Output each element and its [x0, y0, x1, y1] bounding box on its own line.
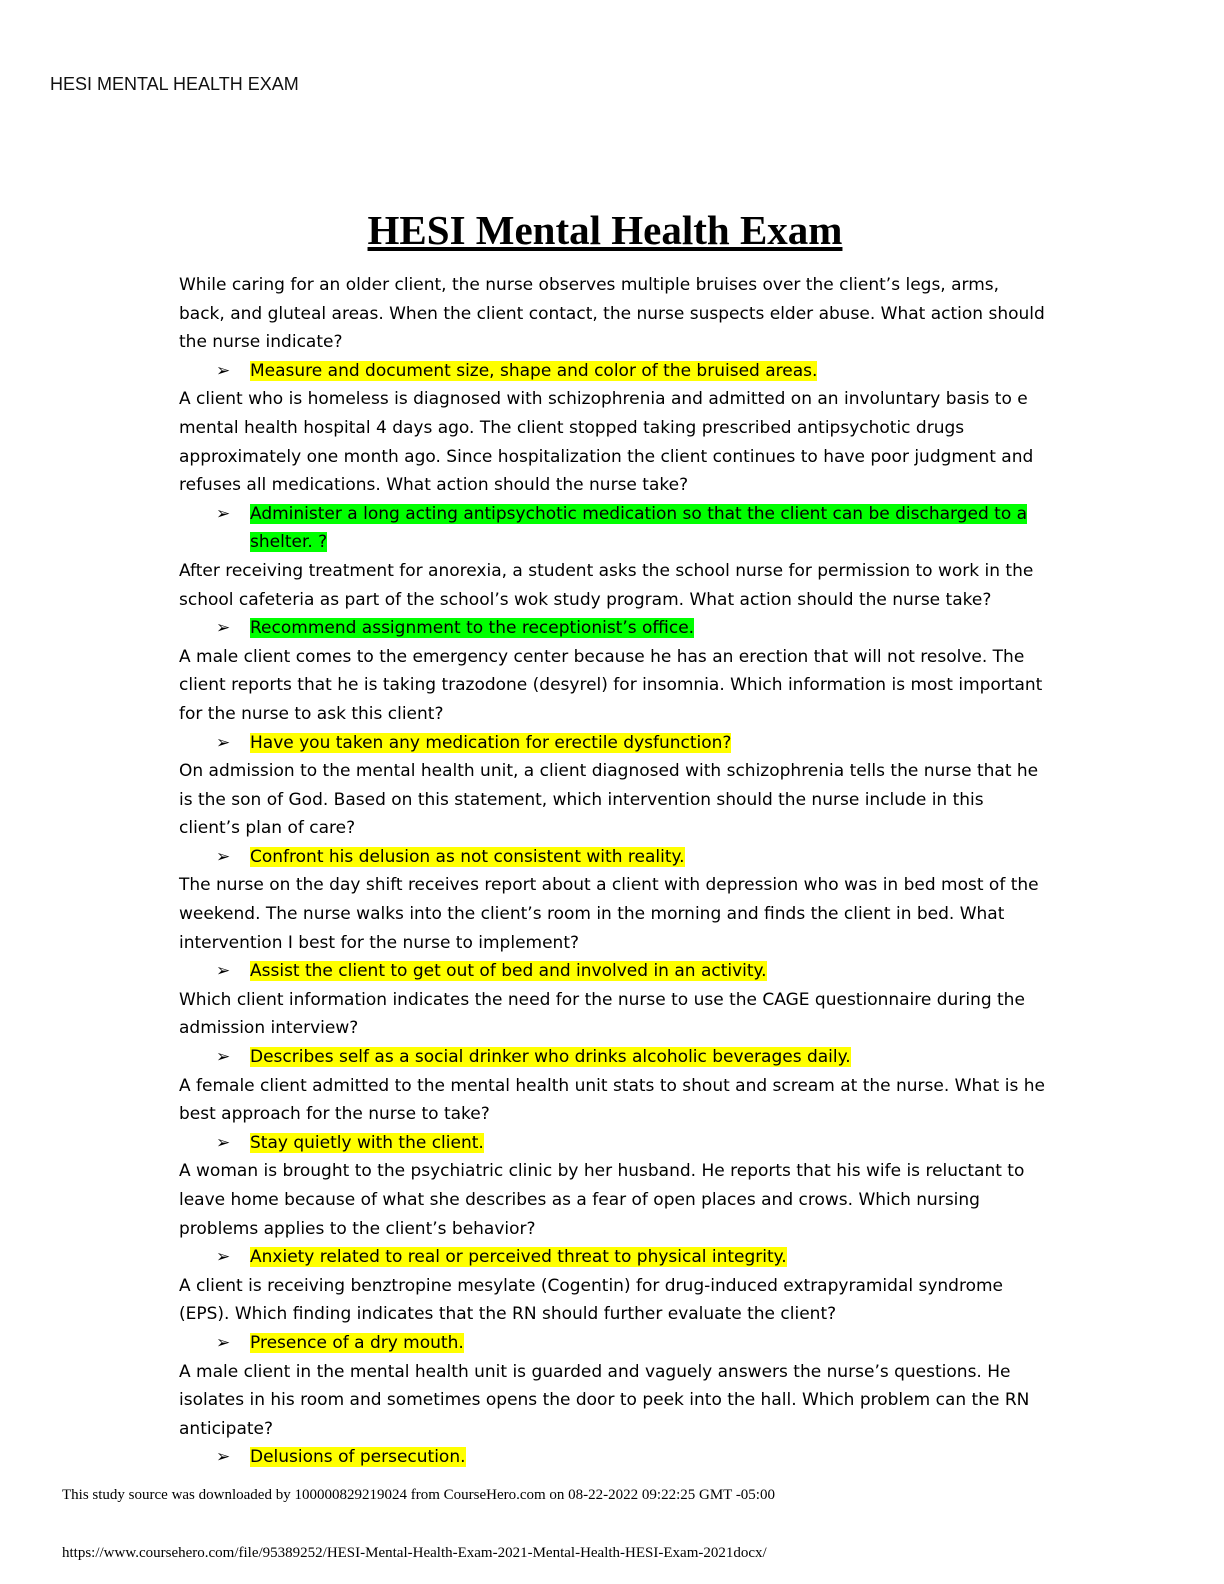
highlighted-answer: Stay quietly with the client.: [250, 1132, 484, 1153]
highlighted-answer: Anxiety related to real or perceived threat to physical integrity.: [250, 1247, 787, 1268]
arrow-bullet-icon: ➢: [216, 961, 231, 982]
question-item: [0, 1157, 1224, 1271]
question-text: A client is receiving benztropine mesylate (Cogentin) for drug-induced extrapyramidal syndrome (EPS). Which finding indicates that the RN should further evaluate the client?: [179, 1275, 1003, 1325]
question-item: [0, 1358, 1224, 1472]
question-text: After receiving treatment for anorexia, a student asks the school nurse for permission to work in the school cafeteria as part of the school’s wok study program. What action should the nurse take?: [179, 560, 1034, 610]
highlighted-answer: Presence of a dry mouth.: [250, 1332, 464, 1353]
question-item: [0, 1072, 1224, 1158]
question-text-block: [0, 271, 1049, 357]
document-title: HESI Mental Health Exam: [367, 207, 843, 253]
arrow-bullet-icon: ➢: [216, 846, 231, 867]
answer-block: [0, 500, 1050, 557]
highlighted-answer: Assist the client to get out of bed and involved in an activity.: [250, 961, 767, 982]
answer-block: [0, 729, 1050, 758]
question-item: [0, 757, 1224, 871]
question-text-block: [0, 1072, 1049, 1129]
question-item: [0, 557, 1224, 643]
question-text: While caring for an older client, the nurse observes multiple bruises over the client’s legs, arms, back, and gluteal areas. When the client contact, the nurse suspects elder abuse. What action should the nurse indicate?: [179, 275, 1045, 353]
running-header: HESI MENTAL HEALTH EXAM: [50, 74, 299, 94]
answer-block: [0, 843, 1050, 872]
answer-block: [0, 357, 1050, 386]
footer-source-note: This study source was downloaded by 100000829219024 from CourseHero.com on 08-22-2022 09:22:25 GMT -05:00: [62, 1487, 775, 1503]
question-text: Which client information indicates the need for the nurse to use the CAGE questionnaire during the admission interview?: [179, 989, 1025, 1039]
answer-block: [0, 1443, 1050, 1472]
arrow-bullet-icon: ➢: [216, 360, 231, 381]
highlighted-answer: Recommend assignment to the receptionist’s office.: [250, 618, 695, 639]
question-text-block: [0, 1358, 1049, 1444]
arrow-bullet-icon: ➢: [216, 618, 231, 639]
arrow-bullet-icon: ➢: [216, 732, 231, 753]
question-text-block: [0, 1272, 1049, 1329]
highlighted-answer: Have you taken any medication for erectile dysfunction?: [250, 732, 732, 753]
question-text: A female client admitted to the mental health unit stats to shout and scream at the nurse. What is he best approach for the nurse to take?: [179, 1075, 1045, 1125]
highlighted-answer: Describes self as a social drinker who drinks alcoholic beverages daily.: [250, 1047, 851, 1068]
highlighted-answer: Measure and document size, shape and color of the bruised areas.: [250, 360, 818, 381]
question-item: [0, 385, 1224, 557]
question-text-block: [0, 385, 1049, 499]
answer-block: [0, 1129, 1050, 1158]
question-text: A woman is brought to the psychiatric clinic by her husband. He reports that his wife is reluctant to leave home because of what she describes as a fear of open places and crows. Which nursing problems applies to the client’s behavior?: [179, 1161, 1025, 1239]
footer-url: https://www.coursehero.com/file/95389252/HESI-Mental-Health-Exam-2021-Mental-Health-HESI-Exam-2021docx/: [62, 1545, 767, 1561]
question-text-block: [0, 757, 1049, 843]
arrow-bullet-icon: ➢: [216, 503, 231, 524]
answer-block: [0, 1329, 1050, 1358]
question-item: [0, 871, 1224, 985]
arrow-bullet-icon: ➢: [216, 1332, 231, 1353]
question-text: A client who is homeless is diagnosed with schizophrenia and admitted on an involuntary basis to e mental health hospital 4 days ago. The client stopped taking prescribed antipsychotic drugs approximately one month ago. Since hospitalization the client continues to have poor judgment and refuses all medications. What action should the nurse take?: [179, 389, 1034, 496]
answer-block: [0, 957, 1050, 986]
question-item: [0, 1272, 1224, 1358]
arrow-bullet-icon: ➢: [216, 1247, 231, 1268]
arrow-bullet-icon: ➢: [216, 1132, 231, 1153]
question-text-block: [0, 1157, 1049, 1243]
question-text: A male client in the mental health unit is guarded and vaguely answers the nurse’s questions. He isolates in his room and sometimes opens the door to peek into the hall. Which problem can the RN anticipate?: [179, 1361, 1030, 1439]
highlighted-answer: Administer a long acting antipsychotic medication so that the client can be discharged to a shelter. ?: [250, 503, 1028, 553]
answer-block: [0, 1243, 1050, 1272]
question-text: The nurse on the day shift receives report about a client with depression who was in bed most of the weekend. The nurse walks into the client’s room in the morning and finds the client in bed. What intervention I best for the nurse to implement?: [179, 875, 1039, 953]
answer-block: [0, 614, 1050, 643]
question-text-block: [0, 871, 1049, 957]
question-text-block: [0, 557, 1049, 614]
arrow-bullet-icon: ➢: [216, 1447, 231, 1468]
answer-block: [0, 1043, 1050, 1072]
highlighted-answer: Confront his delusion as not consistent with reality.: [250, 846, 685, 867]
question-text-block: [0, 986, 1049, 1043]
highlighted-answer: Delusions of persecution.: [250, 1447, 466, 1468]
question-list: [0, 271, 1224, 1472]
question-text-block: [0, 643, 1049, 729]
question-text: On admission to the mental health unit, a client diagnosed with schizophrenia tells the nurse that he is the son of God. Based on this statement, which intervention should the nurse include in this client’s plan of care?: [179, 761, 1039, 839]
question-item: [0, 643, 1224, 757]
arrow-bullet-icon: ➢: [216, 1047, 231, 1068]
question-item: [0, 986, 1224, 1072]
question-item: [0, 271, 1224, 385]
question-text: A male client comes to the emergency center because he has an erection that will not resolve. The client reports that he is taking trazodone (desyrel) for insomnia. Which information is most important for the nurse to ask this client?: [179, 646, 1043, 724]
